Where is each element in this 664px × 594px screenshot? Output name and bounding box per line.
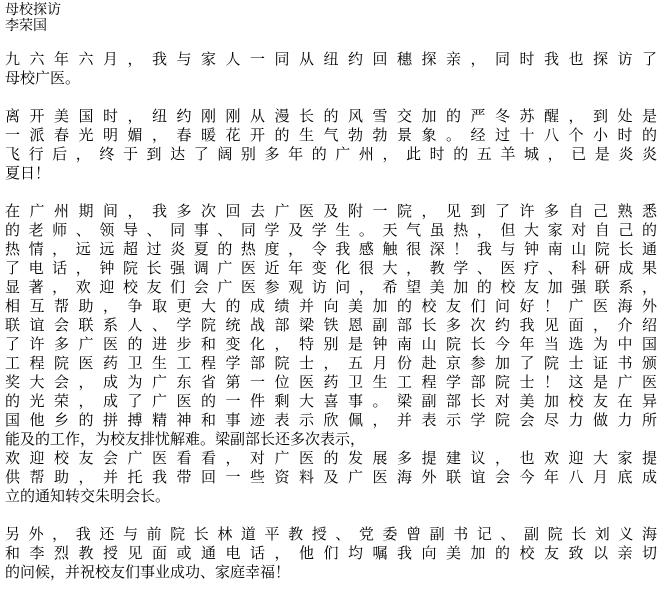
document-body <box>5 2 657 582</box>
paragraph-line: 和李烈教授见面或通电话，他们均嘱我向美加的校友致以亲切 <box>5 544 657 562</box>
paragraph-line: 的光荣，成了广医的一件剩大喜事。梁副部长对美加校友在异 <box>5 392 657 410</box>
paragraph-line: 奖大会，成为广东省第一位医药卫生工程学部院士！这是广医 <box>5 373 657 391</box>
paragraph-gap <box>5 183 657 202</box>
paragraph-gap <box>5 506 657 525</box>
paragraph-line: 相互帮助，争取更大的成绩并向美加的校友们问好！广医海外 <box>5 297 657 315</box>
article-title: 母校探访 <box>5 2 61 18</box>
paragraph-line: 的问候，并祝校友们事业成功、家庭幸福！ <box>5 563 291 581</box>
paragraph-line: 母校广医。 <box>5 69 81 87</box>
paragraph-line: 热情，远远超过炎夏的热度，令我感触很深！我与钟南山院长通 <box>5 240 657 258</box>
paragraph-line: 九六年六月，我与家人一同从纽约回穗探亲，同时我也探访了 <box>5 50 657 68</box>
paragraph-line: 国他乡的拼搏精神和事迹表示欣佩，并表示学院会尽力做力所 <box>5 411 657 429</box>
paragraph-line: 另外，我还与前院长林道平教授、党委曾副书记、副院长刘义海 <box>5 525 657 543</box>
paragraph-line: 在广州期间，我多次回去广医及附一院，见到了许多自己熟悉 <box>5 202 657 220</box>
paragraph-line: 联谊会联系人、学院统战部梁铁恩副部长多次约我见面，介绍 <box>5 316 657 334</box>
paragraph-1 <box>5 50 657 88</box>
paragraph-3 <box>5 202 657 506</box>
paragraph-line: 供帮助，并托我带回一些资料及广医海外联谊会今年八月底成 <box>5 468 657 486</box>
paragraph-line: 一派春光明媚，春暖花开的生气勃勃景象。经过十八个小时的 <box>5 126 657 144</box>
paragraph-2 <box>5 107 657 183</box>
header-gap <box>5 34 657 50</box>
paragraph-line: 立的通知转交朱明会长。 <box>5 487 171 505</box>
paragraph-line: 离开美国时，纽约刚刚从漫长的风雪交加的严冬苏醒，到处是 <box>5 107 657 125</box>
paragraph-line: 的老师、领导、同事、同学及学生。天气虽热，但大家对自己的 <box>5 221 657 239</box>
article-author: 李荣国 <box>5 18 47 34</box>
paragraph-line: 工程院医药卫生工程学部院士，五月份赴京参加了院士证书颁 <box>5 354 657 372</box>
paragraph-line: 欢迎校友会广医看看，对广医的发展多提建议，也欢迎大家提 <box>5 449 657 467</box>
paragraph-line: 了电话，钟院长强调广医近年变化很大，教学、医疗、科研成果 <box>5 259 657 277</box>
paragraph-line: 能及的工作，为校友排忧解难。梁副部长还多次表示， <box>5 430 366 448</box>
paragraph-line: 飞行后，终于到达了阔别多年的广州，此时的五羊城，已是炎炎 <box>5 145 657 163</box>
paragraph-4 <box>5 525 657 582</box>
paragraph-line: 显著，欢迎校友们会广医参观访问，希望美加的校友加强联系， <box>5 278 657 296</box>
paragraph-line: 了许多广医的进步和变化，特别是钟南山院长今年当选为中国 <box>5 335 657 353</box>
paragraph-gap <box>5 88 657 107</box>
paragraph-line: 夏日！ <box>5 164 51 182</box>
